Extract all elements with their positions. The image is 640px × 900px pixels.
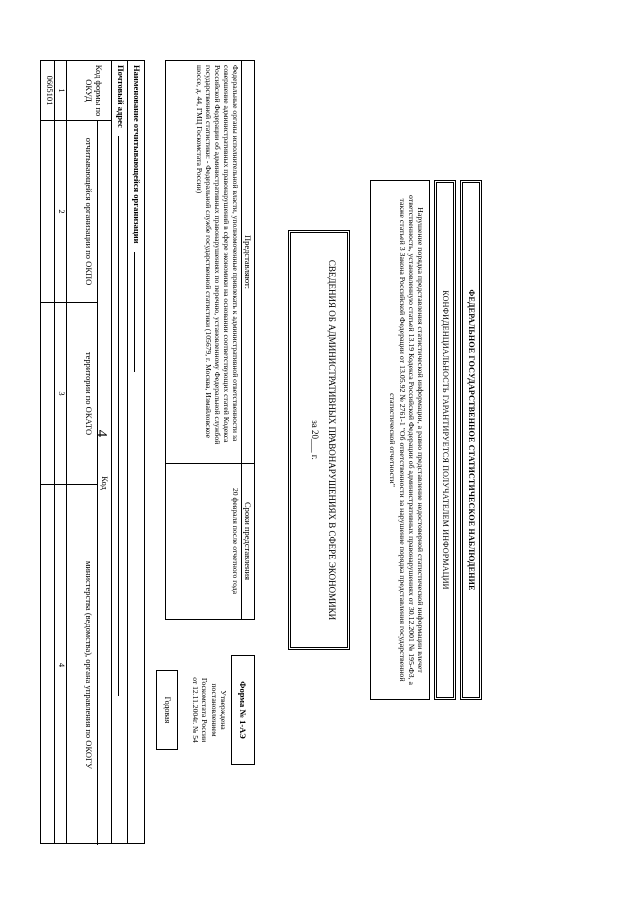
okpo-value-cell[interactable] [41,121,55,303]
approval-line-4: от 12.11.2004г. № 54 [190,677,200,743]
organization-codes-table [40,60,145,844]
form-number: Форма № 1-АЭ [231,655,255,765]
org-address-label: Почтовый адрес [116,65,126,128]
approval-line-2: постановлением [209,683,219,737]
col-number-2: 2 [55,121,67,303]
org-name-row [127,61,144,843]
col-number-4: 4 [57,662,67,668]
respondents-text: Федеральные органы исполнительной власти, уполномоченные привлекать к административной ответственности за совершение административных правонарушений в сфере экономики на основании соответствующих статей Кодекса Российской Федерации об административных правонарушениях по перечню, установленному Федеральной службой государственной статистики: - Федеральной службе государственной статистики (105679, г. Москва, Измайловское шоссе, д. 44, ГМЦ Госкомстата России) [195,65,240,445]
org-address-row [111,61,128,843]
org-name-label: Наименование отчитывающейся организации [132,65,142,244]
deadline-header: Сроки представления [241,463,254,619]
okud-header: Код формы по ОКУД [67,61,112,121]
org-address-blank[interactable] [118,136,128,696]
respondents-table [165,60,255,620]
approval-note [188,655,228,765]
codes-group [67,121,112,845]
report-year: за 20___ г. [310,420,321,460]
okato-value-cell[interactable] [41,303,55,485]
confidentiality-header: КОНФИДЕНЦИАЛЬНОСТЬ ГАРАНТИРУЕТСЯ ПОЛУЧАТЕЛЕМ ИНФОРМАЦИИ [434,180,456,700]
report-title: СВЕДЕНИЯ ОБ АДМИНИСТРАТИВНЫХ ПРАВОНАРУШЕНИЯХ В СФЕРЕ ЭКОНОМИКИ [327,259,337,621]
column-number-row [54,61,67,843]
deadline-text: 20 февраля после отчетного года [231,487,240,594]
approval-line-1: Утверждена [219,690,228,730]
report-title-box [288,230,350,650]
code-values-row [41,61,55,843]
okogu-value-cell[interactable] [41,485,55,845]
respondents-header: Представляют: [241,61,254,463]
deadline-column [166,463,254,619]
col-number-3: 3 [55,303,67,485]
page-number: 4 [93,429,110,438]
col-number-1: 1 [55,61,67,121]
periodicity-box: Годовая [156,670,178,750]
rotated-form-page [40,30,510,850]
respondents-column [166,61,254,464]
okpo-header: отчитывающейся организации по ОКПО [67,121,98,303]
org-name-blank[interactable] [134,252,144,372]
code-header-row [66,61,112,843]
okato-header: территории по ОКАТО [67,303,98,485]
okud-code: 0605101 [41,61,55,121]
code-header: Код [97,121,112,845]
okogu-header: министерства (ведомства), органа управления по ОКОГУ [84,561,94,769]
federal-observation-header: ФЕДЕРАЛЬНОЕ ГОСУДАРСТВЕННОЕ СТАТИСТИЧЕСКОЕ НАБЛЮДЕНИЕ [460,180,482,700]
liability-warning: Нарушение порядка представления статистической информации, а равно представление недостоверной статистической информации влечет ответственность, установленную статьей 13.19 Кодекса Российской Федерации об административных правонарушениях от 30.12.2001 № 195-ФЗ, а также статьей 3 Закона Российской Федерации от 13.05.92 № 2761-1 "Об ответственности за нарушение порядка представления государственной статистической отчетности" [370,180,430,700]
approval-line-3: Госкомстата России [200,677,210,743]
